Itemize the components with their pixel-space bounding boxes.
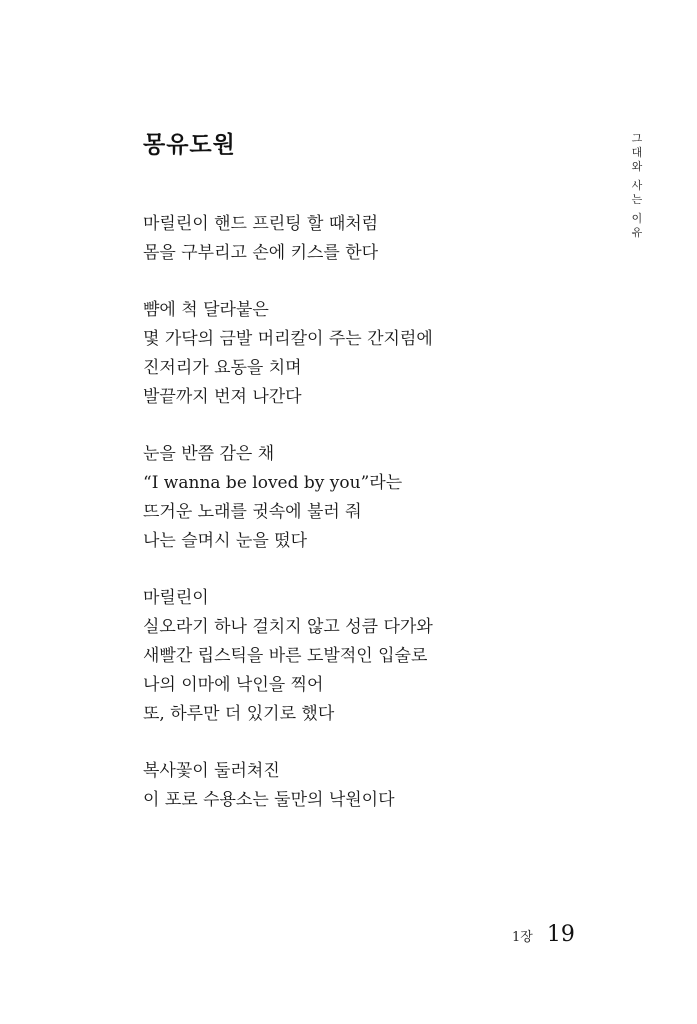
page-number: 19 (546, 922, 575, 947)
running-head-char: 유 (631, 226, 643, 239)
stanza-2 (143, 296, 593, 412)
poem-body (143, 210, 593, 843)
running-head-char: 대 (631, 146, 643, 159)
running-head-char: 사 (631, 179, 643, 192)
poem-line: 새빨간 립스틱을 바른 도발적인 입술로 (143, 646, 428, 666)
poem-line: “I wanna be loved by you”라는 (143, 473, 403, 493)
running-head-char: 는 (631, 193, 643, 206)
stanza-3 (143, 440, 593, 556)
poem-line: 눈을 반쯤 감은 채 (143, 444, 275, 464)
poem-line: 발끝까지 번져 나간다 (143, 387, 302, 407)
poem-line: 이 포로 수용소는 둘만의 낙원이다 (143, 790, 395, 810)
poem-line: 뜨거운 노래를 귓속에 불러 줘 (143, 502, 362, 522)
chapter-label: 1장 (512, 930, 533, 945)
poem-line: 진저리가 요동을 치며 (143, 358, 302, 378)
stanza-1 (143, 210, 593, 268)
running-head-char: 그 (631, 132, 643, 145)
running-head-char: 이 (631, 212, 643, 225)
poem-line: 마릴린이 (143, 588, 209, 608)
running-head-char: 와 (631, 160, 643, 173)
stanza-5 (143, 757, 593, 815)
poem-line: 몸을 구부리고 손에 키스를 한다 (143, 243, 379, 263)
poem-line: 나의 이마에 낙인을 찍어 (143, 675, 324, 695)
poem-title: 몽유도원 (143, 131, 236, 158)
poem-line: 마릴린이 핸드 프린팅 할 때처럼 (143, 214, 379, 234)
poem-line: 나는 슬며시 눈을 떴다 (143, 531, 308, 551)
poem-line: 몇 가닥의 금발 머리칼이 주는 간지럼에 (143, 329, 433, 349)
running-head (628, 132, 646, 240)
poem-line: 실오라기 하나 걸치지 않고 성큼 다가와 (143, 617, 433, 637)
poem-line: 뺨에 척 달라붙은 (143, 300, 269, 320)
poem-line: 복사꽃이 둘러쳐진 (143, 761, 280, 781)
page-footer (512, 922, 575, 947)
poem-line: 또, 하루만 더 있기로 했다 (143, 704, 335, 724)
stanza-4 (143, 584, 593, 729)
